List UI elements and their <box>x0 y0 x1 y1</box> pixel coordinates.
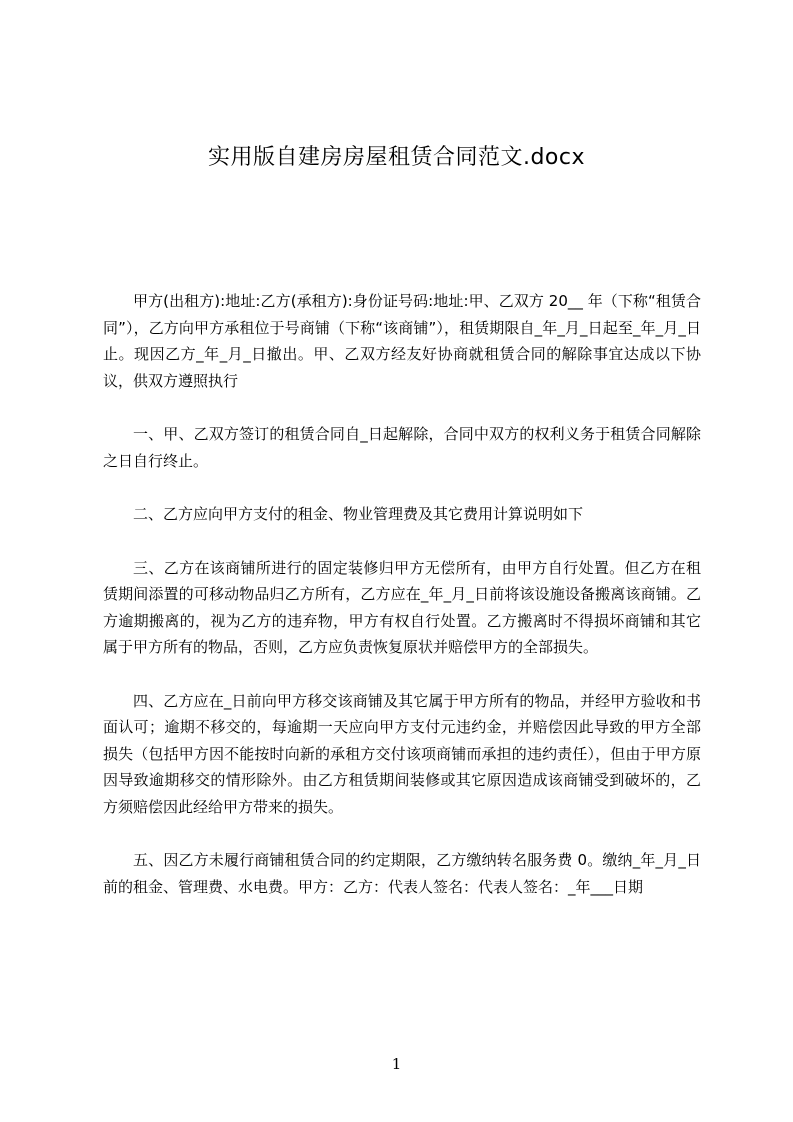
paragraph-preamble: 甲方(出租方):地址:乙方(承租方):身份证号码:地址:甲、乙双方 20__ 年（下称“租赁合同”），乙方向甲方承租位于号商铺（下称“该商铺”），租赁期限自_年_月_日起至_年_月_日止。现因乙方_年_月_日撤出。甲、乙双方经友好协商就租赁合同的解除事宜达成以下协议，供双方遵照执行 <box>103 292 701 390</box>
paragraph-spacer <box>103 661 701 688</box>
page-number: 1 <box>391 1055 402 1073</box>
document-title: 实用版自建房房屋租赁合同范文.docx <box>207 145 586 170</box>
paragraph-clause-2: 二、乙方应向甲方支付的租金、物业管理费及其它费用计算说明如下 <box>133 505 584 523</box>
paragraph-clause-3: 三、乙方在该商铺所进行的固定装修归甲方无偿所有，由甲方自行处置。但乙方在租赁期间添置的可移动物品归乙方所有，乙方应在_年_月_日前将该设施设备搬离该商铺。乙方逾期搬离的，视为乙方的违弃物，甲方有权自行处置。乙方搬离时不得损坏商铺和其它属于甲方所有的物品，否则，乙方应负责恢复原状并赔偿甲方的全部损失。 <box>103 558 701 656</box>
paragraph-spacer <box>103 474 701 501</box>
paragraph-spacer <box>103 820 701 847</box>
paragraph-spacer <box>103 394 701 421</box>
paragraph-spacer <box>103 528 701 555</box>
paragraph-clause-1: 一、甲、乙双方签订的租赁合同自_日起解除，合同中双方的权利义务于租赁合同解除之日自行终止。 <box>103 425 701 470</box>
paragraph-clause-5: 五、因乙方未履行商铺租赁合同的约定期限，乙方缴纳转名服务费 0。缴纳_年_月_日前的租金、管理费、水电费。甲方：乙方：代表人签名：代表人签名：_年___日期 <box>103 851 701 896</box>
paragraph-clause-4: 四、乙方应在_日前向甲方移交该商铺及其它属于甲方所有的物品，并经甲方验收和书面认可；逾期不移交的，每逾期一天应向甲方支付元违约金，并赔偿因此导致的甲方全部损失（包括甲方因不能按时向新的承租方交付该项商铺而承担的违约责任），但由于甲方原因导致逾期移交的情形除外。由乙方租赁期间装修或其它原因造成该商铺受到破坏的，乙方须赔偿因此经给甲方带来的损失。 <box>103 691 701 816</box>
document-body <box>103 288 701 900</box>
